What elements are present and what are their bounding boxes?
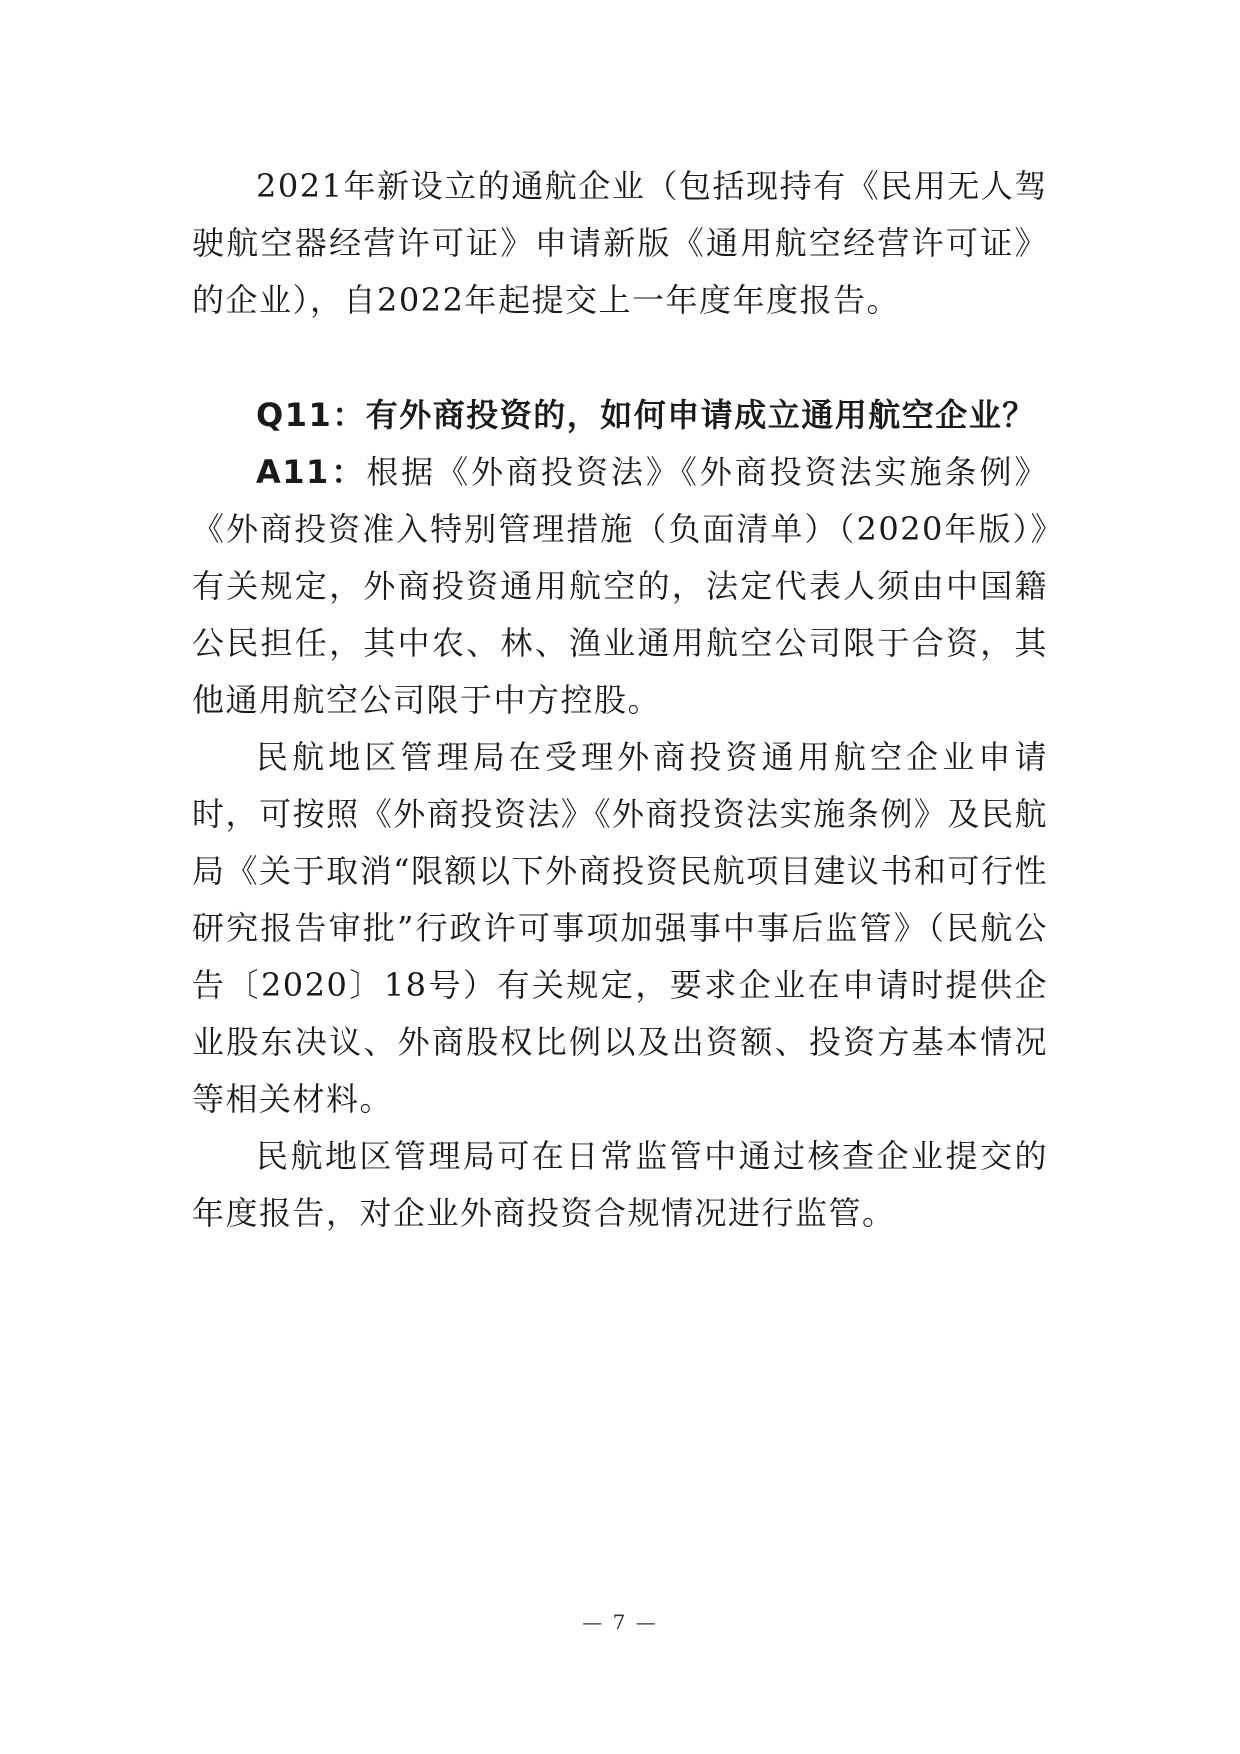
page-number: — 7 — xyxy=(582,1610,658,1634)
paragraph-regional-admin-review: 民航地区管理局在受理外商投资通用航空企业申请时，可按照《外商投资法》《外商投资法实施条例》及民航局《关于取消“限额以下外商投资民航项目建议书和可行性研究报告审批”行政许可事项加强事中事后监管》（民航公告〔2020〕18号）有关规定，要求企业在申请时提供企业股东决议、外商股权比例以及出资额、投资方基本情况等相关材料。 xyxy=(192,738,1048,1118)
question-heading: Q11：有外商投资的，如何申请成立通用航空企业？ xyxy=(256,396,1036,434)
section-spacer xyxy=(192,329,1048,387)
answer-text: 根据《外商投资法》《外商投资法实施条例》《外商投资准入特别管理措施（负面清单）（2020年版）》有关规定，外商投资通用航空的，法定代表人须由中国籍公民担任，其中农、林、渔业通用航空公司限于合资，其他通用航空公司限于中方控股。 xyxy=(192,453,1048,719)
document-body xyxy=(192,158,1048,1242)
paragraph-regional-admin-supervision: 民航地区管理局可在日常监管中通过核查企业提交的年度报告，对企业外商投资合规情况进行监管。 xyxy=(192,1137,1048,1232)
paragraph-intro: 2021年新设立的通航企业（包括现持有《民用无人驾驶航空器经营许可证》申请新版《通用航空经营许可证》的企业），自2022年起提交上一年度年度报告。 xyxy=(192,167,1048,319)
answer-label: A11： xyxy=(256,453,367,491)
answer-paragraph xyxy=(192,444,1048,729)
